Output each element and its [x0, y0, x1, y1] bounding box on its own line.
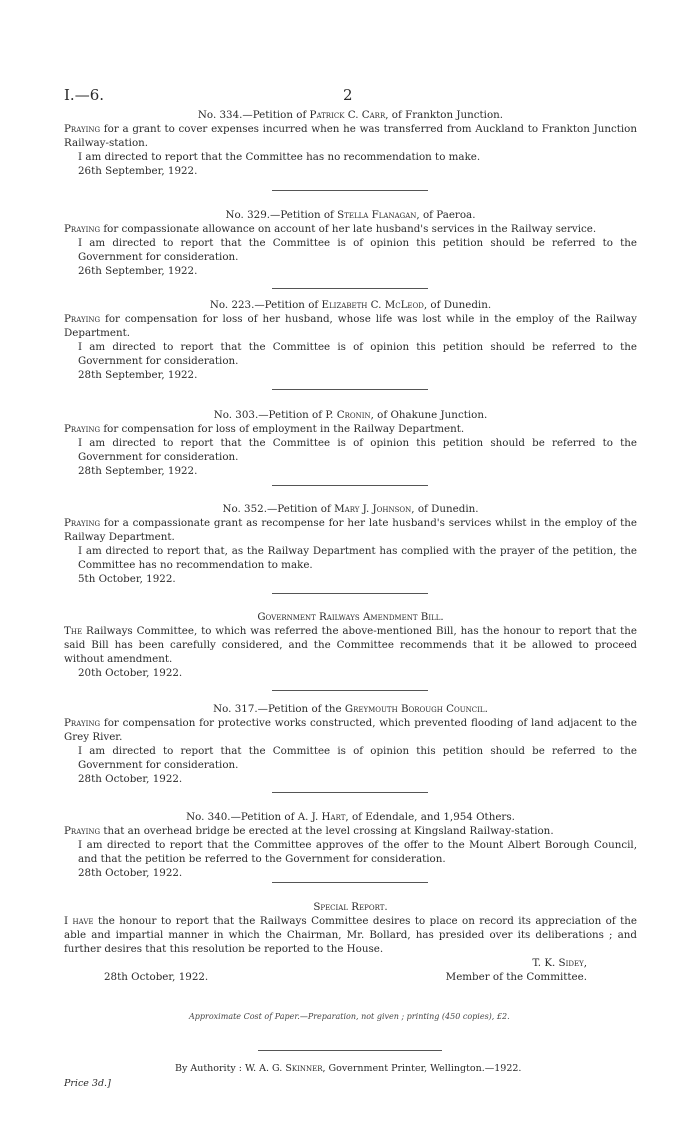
special-report: [64, 900, 637, 984]
praying-paragraph: Praying for a grant to cover expenses incurred when he was transferred from Auckland to Frankton Junction Railway-station.: [64, 123, 637, 149]
petition-entry: [64, 502, 637, 586]
petition-entry: [64, 810, 637, 880]
petition-entry: [64, 408, 637, 478]
section-divider: [272, 389, 428, 390]
special-report-date: 28th October, 1922.: [104, 971, 209, 983]
report-paragraph: I am directed to report that the Committee has no recommendation to make.: [78, 151, 481, 163]
cost-note: Approximate Cost of Paper.—Preparation, not given ; printing (450 copies), £2.: [189, 1012, 510, 1021]
report-paragraph: I am directed to report that, as the Railway Department has complied with the prayer of the petition, the Committee has no recommendation to make.: [78, 545, 637, 571]
report-date: 5th October, 1922.: [78, 573, 176, 585]
report-paragraph: I am directed to report that the Committee is of opinion this petition should be referred to the Government for consideration.: [78, 437, 637, 463]
praying-paragraph: Praying for compassionate allowance on account of her late husband's services in the Railway service.: [64, 223, 597, 235]
report-paragraph: I am directed to report that the Committee is of opinion this petition should be referred to the Government for consideration.: [78, 237, 637, 263]
praying-paragraph: Praying for a compassionate grant as recompense for her late husband's services whilst in the employ of the Railway Department.: [64, 517, 637, 543]
praying-paragraph: Praying that an overhead bridge be erected at the level crossing at Kingsland Railway-station.: [64, 825, 554, 837]
praying-paragraph: Praying for compensation for protective works constructed, which prevented flooding of land adjacent to the Grey River.: [64, 717, 637, 743]
petition-title: No. 329.—Petition of Stella Flanagan, of Paeroa.: [225, 209, 476, 221]
section-divider: [272, 288, 428, 289]
report-date: 26th September, 1922.: [78, 165, 198, 177]
special-report-paragraph: I have the honour to report that the Railways Committee desires to place on record its appreciation of the able and impartial manner in which the Chairman, Mr. Bollard, has presided over its deliberations ; and further desires that this resolution be reported to the House.: [64, 915, 637, 955]
section-divider: [272, 485, 428, 486]
report-date: 26th September, 1922.: [78, 265, 198, 277]
bill-title: Government Railways Amendment Bill.: [257, 611, 444, 623]
petition-entry: [64, 108, 637, 178]
petition-entry: [64, 702, 637, 786]
special-report-title: Special Report.: [313, 901, 388, 913]
report-paragraph: I am directed to report that the Committee is of opinion this petition should be referred to the Government for consideration.: [78, 745, 637, 771]
petition-title: No. 303.—Petition of P. Cronin, of Ohakune Junction.: [213, 409, 488, 421]
series-code: I.—6.: [64, 86, 105, 104]
praying-paragraph: Praying for compensation for loss of her husband, whose life was lost while in the employ of the Railway Department.: [64, 313, 637, 339]
section-divider: [272, 190, 428, 191]
report-date: 28th September, 1922.: [78, 465, 198, 477]
report-paragraph: I am directed to report that the Committee is of opinion this petition should be referred to the Government for consideration.: [78, 341, 637, 367]
petition-title: No. 223.—Petition of Elizabeth C. McLeod, of Dunedin.: [209, 299, 492, 311]
signature-row: [64, 970, 637, 984]
report-date: 28th October, 1922.: [78, 867, 183, 879]
petition-title: No. 340.—Petition of A. J. Hart, of Edendale, and 1,954 Others.: [186, 811, 515, 823]
section-divider: [272, 882, 428, 883]
bill-section: [64, 610, 637, 680]
footer-divider: [258, 1050, 442, 1051]
page-number: 2: [343, 86, 353, 104]
petition-title: No. 317.—Petition of the Greymouth Borough Council.: [213, 703, 488, 715]
section-divider: [272, 792, 428, 793]
report-date: 28th September, 1922.: [78, 369, 198, 381]
petition-entry: [64, 298, 637, 382]
signatory-name: T. K. Sidey,: [532, 957, 587, 969]
section-divider: [272, 690, 428, 691]
signatory-role: Member of the Committee.: [445, 971, 587, 983]
bill-date: 20th October, 1922.: [78, 667, 183, 679]
report-paragraph: I am directed to report that the Committee approves of the offer to the Mount Albert Borough Council, and that the petition be referred to the Government for consideration.: [78, 839, 637, 865]
petition-entry: [64, 208, 637, 278]
bill-paragraph: The Railways Committee, to which was referred the above-mentioned Bill, has the honour to report that the said Bill has been carefully considered, and the Committee recommends that it be allowed to proceed without amendment.: [64, 625, 637, 665]
section-divider: [272, 593, 428, 594]
praying-paragraph: Praying for compensation for loss of employment in the Railway Department.: [64, 423, 465, 435]
report-date: 28th October, 1922.: [78, 773, 183, 785]
petition-title: No. 334.—Petition of Patrick C. Carr, of Frankton Junction.: [197, 109, 504, 121]
printer-imprint: By Authority : W. A. G. Skinner, Government Printer, Wellington.—1922.: [175, 1063, 522, 1074]
price-note: Price 3d.]: [64, 1078, 111, 1089]
petition-title: No. 352.—Petition of Mary J. Johnson, of Dunedin.: [222, 503, 479, 515]
